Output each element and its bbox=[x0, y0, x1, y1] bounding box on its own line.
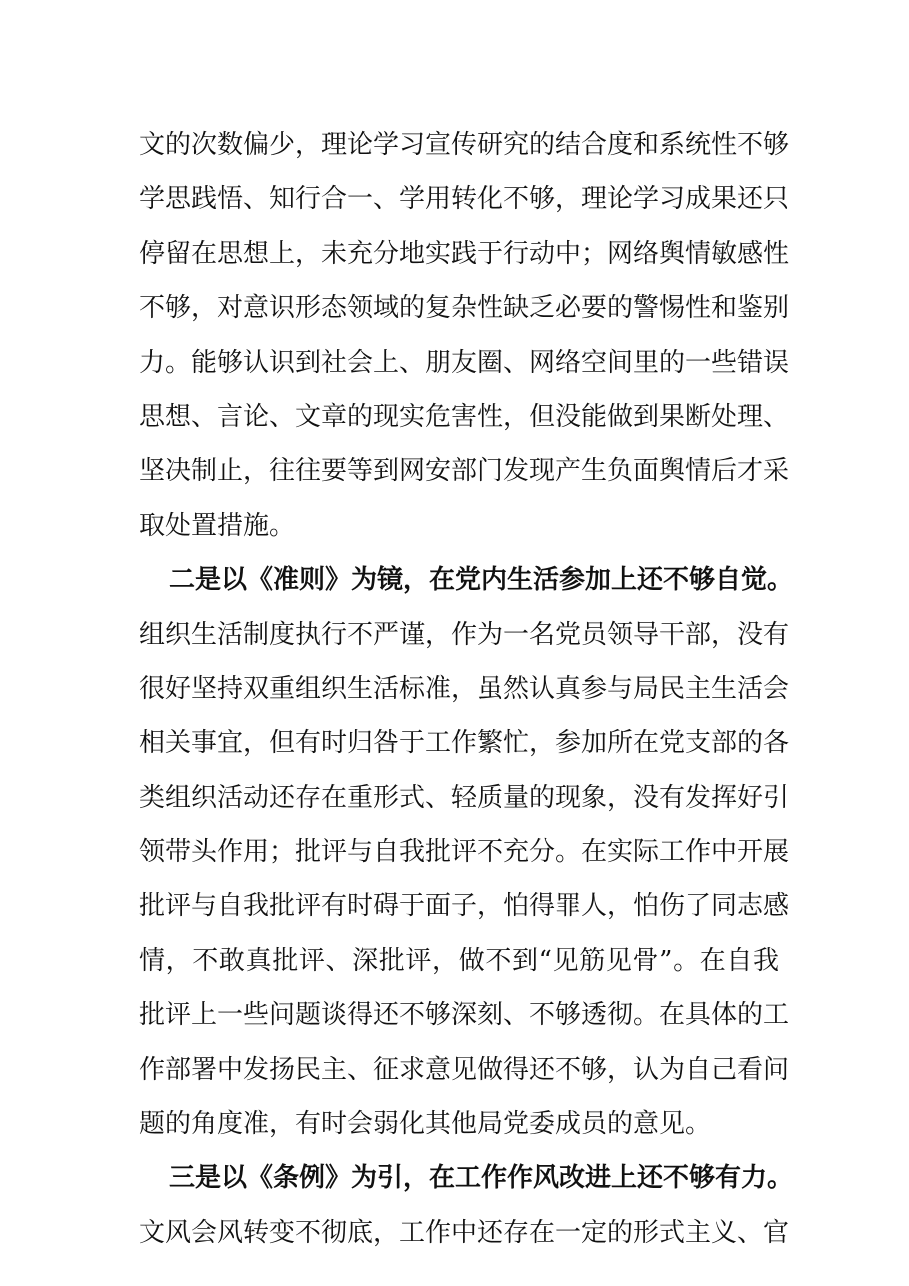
text-line: 文风会风转变不彻底，工作中还存在一定的形式主义、官 bbox=[139, 1217, 790, 1248]
text-line: 类组织活动还存在重形式、轻质量的现象，没有发挥好引 bbox=[139, 782, 790, 813]
text-line: 坚决制止，往往要等到网安部门发现产生负面舆情后才采 bbox=[139, 456, 790, 487]
text-line: 文的次数偏少，理论学习宣传研究的结合度和系统性不够 bbox=[139, 130, 790, 160]
text-line: 停留在思想上，未充分地实践于行动中；网络舆情敏感性 bbox=[139, 238, 790, 269]
text-line: 取处置措施。 bbox=[139, 510, 296, 541]
text-line: 作部署中发扬民主、征求意见做得还不够，认为自己看问 bbox=[139, 1054, 790, 1085]
text-line: 学思践悟、知行合一、学用转化不够，理论学习成果还只 bbox=[139, 184, 790, 215]
text-line: 很好坚持双重组织生活标准，虽然认真参与局民主生活会 bbox=[139, 673, 790, 704]
section-heading-2: 二是以《准则》为镜，在党内生活参加上还不够自觉。 bbox=[169, 565, 794, 596]
section-heading-3: 三是以《条例》为引，在工作作风改进上还不够有力。 bbox=[169, 1163, 794, 1194]
text-line: 力。能够认识到社会上、朋友圈、网络空间里的一些错误 bbox=[139, 347, 790, 378]
text-line: 批评与自我批评有时碍于面子，怕得罪人，怕伤了同志感 bbox=[139, 891, 790, 922]
text-line: 相关事宜，但有时归咎于工作繁忙，参加所在党支部的各 bbox=[139, 728, 790, 759]
text-line: 情，不敢真批评、深批评，做不到“见筋见骨”。在自我 bbox=[139, 945, 779, 976]
text-line: 领带头作用；批评与自我批评不充分。在实际工作中开展 bbox=[139, 837, 790, 868]
text-line: 组织生活制度执行不严谨，作为一名党员领导干部，没有 bbox=[139, 619, 790, 650]
document-body bbox=[139, 118, 794, 1260]
text-line: 不够，对意识形态领域的复杂性缺乏必要的警惕性和鉴别 bbox=[139, 293, 790, 324]
text-line: 思想、言论、文章的现实危害性，但没能做到果断处理、 bbox=[139, 401, 790, 432]
text-line: 批评上一些问题谈得还不够深刻、不够透彻。在具体的工 bbox=[139, 1000, 790, 1031]
text-line: 题的角度准，有时会弱化其他局党委成员的意见。 bbox=[139, 1109, 712, 1140]
